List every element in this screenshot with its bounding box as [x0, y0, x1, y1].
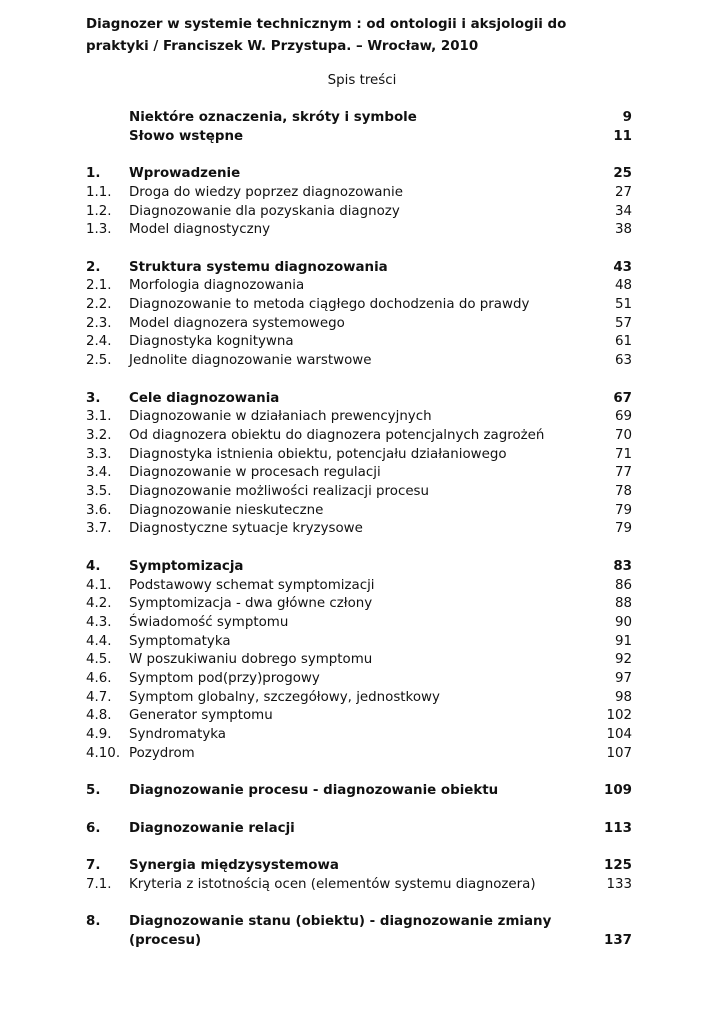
toc-entry-number: 6. — [86, 820, 101, 836]
toc-entry-title: Świadomość symptomu — [129, 614, 289, 630]
toc-entry-page: 133 — [606, 876, 632, 892]
toc-entry-page: 11 — [613, 128, 632, 144]
toc-entry-number: 4.5. — [86, 652, 112, 668]
toc-entry-page: 107 — [606, 745, 632, 761]
toc-entry-title: Droga do wiedzy poprzez diagnozowanie — [129, 184, 403, 200]
header-line-1: Diagnozer w systemie technicznym : od ontologii i aksjologii do — [86, 17, 567, 32]
toc-entry-number: 4.6. — [86, 671, 112, 687]
toc-entry-page: 43 — [613, 259, 632, 275]
toc-entry-number: 3.2. — [86, 427, 112, 443]
toc-entry-number: 7.1. — [86, 876, 112, 892]
toc-spacer — [86, 539, 632, 558]
toc-entry-title: Symptom pod(przy)progowy — [129, 671, 320, 687]
toc-spacer — [86, 146, 632, 165]
toc-entry-number: 1. — [86, 166, 101, 182]
document-header — [86, 14, 646, 58]
toc-entry-page: 88 — [614, 596, 632, 612]
toc-section-row — [86, 633, 632, 652]
toc-entry-number: 4.3. — [86, 614, 112, 630]
toc-entry-title: Podstawowy schemat symptomizacji — [129, 577, 375, 593]
toc-section-row — [86, 520, 632, 539]
toc-entry-page: 71 — [614, 446, 632, 462]
toc-section-row — [86, 408, 632, 427]
toc-section-row — [86, 670, 632, 689]
toc-spacer — [86, 371, 632, 390]
toc-chapter-row — [86, 259, 632, 278]
toc-section-row — [86, 333, 632, 352]
toc-entry-page: 48 — [614, 278, 632, 294]
toc-section-row — [86, 446, 632, 465]
toc-entry-title: Diagnozowanie relacji — [129, 820, 295, 836]
toc-entry-page: 78 — [614, 484, 632, 500]
toc-entry-page: 9 — [622, 110, 632, 125]
toc-entry-title: Symptomizacja — [129, 558, 244, 574]
toc-entry-title: Synergia międzysystemowa — [129, 858, 339, 874]
toc-section-row — [86, 184, 632, 203]
toc-entry-title: Kryteria z istotnością ocen (elementów systemu diagnozera) — [129, 876, 536, 892]
toc-entry-page: 25 — [613, 166, 632, 182]
toc-entry-page: 38 — [614, 222, 632, 238]
toc-entry-number: 2.3. — [86, 315, 112, 331]
toc-entry-title: Od diagnozera obiektu do diagnozera potencjalnych zagrożeń — [129, 427, 545, 443]
toc-chapter-row — [86, 109, 632, 128]
toc-entry-number: 4.7. — [86, 689, 112, 705]
toc-chapter-row — [86, 128, 632, 147]
toc-spacer — [86, 764, 632, 783]
toc-entry-number: 2. — [86, 259, 101, 275]
toc-entry-number: 1.1. — [86, 184, 112, 200]
toc-section-row — [86, 707, 632, 726]
toc-entry-page: 125 — [604, 858, 632, 874]
toc-spacer — [86, 801, 632, 820]
toc-entry-number: 3.5. — [86, 484, 112, 500]
toc-entry-title: Wprowadzenie — [129, 166, 241, 182]
toc-section-row — [86, 651, 632, 670]
toc-entry-title: Syndromatyka — [129, 727, 226, 743]
toc-entry-page: 61 — [614, 334, 632, 350]
toc-section-row — [86, 221, 632, 240]
toc-entry-page: 97 — [614, 671, 632, 687]
toc-entry-title: Diagnozowanie stanu (obiektu) - diagnozowanie zmiany (procesu) — [129, 914, 552, 948]
toc-entry-title: Pozydrom — [129, 745, 195, 761]
toc-section-row — [86, 595, 632, 614]
toc-entry-page: 83 — [613, 558, 632, 574]
toc-chapter-row — [86, 782, 632, 801]
toc-entry-number: 1.3. — [86, 222, 112, 238]
toc-entry-title: Diagnostyka kognitywna — [129, 334, 294, 350]
toc-entry-title: Diagnozowanie nieskuteczne — [129, 502, 324, 518]
toc-entry-page: 137 — [604, 932, 632, 948]
toc-entry-title: Generator symptomu — [129, 708, 273, 724]
toc-entry-page: 91 — [614, 633, 632, 649]
toc-entry-title: Słowo wstępne — [129, 128, 244, 144]
toc-section-row — [86, 464, 632, 483]
toc-entry-title: Symptomizacja - dwa główne człony — [129, 596, 373, 612]
toc-entry-page: 109 — [604, 783, 632, 799]
toc-entry-number: 7. — [86, 858, 101, 874]
toc-entry-number: 2.4. — [86, 334, 112, 350]
toc-chapter-row — [86, 913, 632, 950]
toc-spacer — [86, 838, 632, 857]
toc-entry-number: 3.1. — [86, 409, 112, 425]
toc-entry-number: 4.9. — [86, 727, 112, 743]
toc-title: Spis treści — [327, 73, 397, 88]
toc-chapter-row — [86, 857, 632, 876]
toc-entry-page: 90 — [614, 614, 632, 630]
toc-section-row — [86, 745, 632, 764]
toc-entry-title: Diagnozowanie procesu - diagnozowanie obiektu — [129, 783, 499, 799]
toc-entry-title: Diagnozowanie w działaniach prewencyjnych — [129, 409, 432, 425]
toc-section-row — [86, 689, 632, 708]
toc-section-row — [86, 315, 632, 334]
toc-entry-number: 2.1. — [86, 278, 112, 294]
toc-section-row — [86, 614, 632, 633]
toc-entry-title: Niektóre oznaczenia, skróty i symbole — [129, 110, 417, 125]
toc-entry-number: 4.4. — [86, 633, 112, 649]
toc-entry-number: 3.6. — [86, 502, 112, 518]
toc-chapter-row — [86, 390, 632, 409]
toc-section-row — [86, 483, 632, 502]
toc-entry-number: 4.2. — [86, 596, 112, 612]
toc-entry-number: 4. — [86, 558, 101, 574]
toc-entry-number: 4.10. — [86, 745, 121, 761]
toc-entry-title: W poszukiwaniu dobrego symptomu — [129, 652, 373, 668]
toc-entry-title: Diagnozowanie w procesach regulacji — [129, 465, 381, 481]
toc-entry-title: Struktura systemu diagnozowania — [129, 259, 388, 275]
toc-section-row — [86, 427, 632, 446]
toc-spacer — [86, 240, 632, 259]
toc-entry-title: Jednolite diagnozowanie warstwowe — [129, 353, 372, 369]
toc-entry-page: 57 — [614, 315, 632, 331]
toc-entry-page: 70 — [614, 427, 632, 443]
toc-entry-page: 113 — [604, 820, 632, 836]
toc-entry-title: Diagnostyczne sytuacje kryzysowe — [129, 521, 363, 537]
toc-entry-page: 79 — [614, 502, 632, 518]
toc-entry-number: 4.1. — [86, 577, 112, 593]
toc-entry-title: Model diagnostyczny — [129, 222, 271, 238]
toc-entry-number: 8. — [86, 914, 101, 930]
toc-entry-number: 3.3. — [86, 446, 112, 462]
toc-entry-page: 34 — [614, 203, 632, 219]
toc-entry-title: Diagnozowanie dla pozyskania diagnozy — [129, 203, 400, 219]
toc-entry-number: 4.8. — [86, 708, 112, 724]
toc-entry-page: 67 — [613, 390, 632, 406]
toc-chapter-row — [86, 820, 632, 839]
toc-entry-title: Symptom globalny, szczegółowy, jednostkowy — [129, 689, 440, 705]
toc-section-row — [86, 203, 632, 222]
toc-section-row — [86, 296, 632, 315]
toc-entry-page: 51 — [614, 297, 632, 312]
toc-entry-number: 5. — [86, 783, 101, 799]
toc-entry-page: 77 — [614, 465, 632, 481]
toc-entry-number: 1.2. — [86, 203, 112, 219]
toc-section-row — [86, 352, 632, 371]
toc-section-row — [86, 502, 632, 521]
toc-entry-title: Model diagnozera systemowego — [129, 315, 345, 331]
toc-entry-page: 86 — [614, 577, 632, 593]
toc-section-row — [86, 726, 632, 745]
toc-entry-title: Diagnozowanie możliwości realizacji procesu — [129, 484, 430, 500]
toc-entry-title: Diagnozowanie to metoda ciągłego dochodzenia do prawdy — [129, 297, 530, 312]
toc-entry-title: Diagnostyka istnienia obiektu, potencjału działaniowego — [129, 446, 507, 462]
toc-entry-number: 3.7. — [86, 521, 112, 537]
header-line-2: praktyki / Franciszek W. Przystupa. – Wrocław, 2010 — [86, 39, 479, 54]
toc-section-row — [86, 876, 632, 895]
toc-entry-number: 2.2. — [86, 297, 112, 312]
toc-section-row — [86, 577, 632, 596]
table-of-contents — [86, 109, 632, 951]
toc-entry-page: 79 — [614, 521, 632, 537]
toc-entry-title: Cele diagnozowania — [129, 390, 280, 406]
toc-entry-page: 104 — [606, 727, 632, 743]
toc-entry-number: 3.4. — [86, 465, 112, 481]
toc-entry-number: 2.5. — [86, 353, 112, 369]
toc-entry-title: Morfologia diagnozowania — [129, 278, 305, 294]
toc-entry-page: 102 — [606, 708, 632, 724]
toc-entry-page: 63 — [614, 353, 632, 369]
toc-entry-page: 69 — [614, 409, 632, 425]
toc-entry-page: 98 — [614, 689, 632, 705]
toc-entry-page: 27 — [614, 184, 632, 200]
toc-spacer — [86, 894, 632, 913]
toc-chapter-row — [86, 558, 632, 577]
toc-entry-page: 92 — [614, 652, 632, 668]
toc-section-row — [86, 277, 632, 296]
toc-entry-number: 3. — [86, 390, 101, 406]
toc-chapter-row — [86, 165, 632, 184]
toc-entry-title: Symptomatyka — [129, 633, 231, 649]
